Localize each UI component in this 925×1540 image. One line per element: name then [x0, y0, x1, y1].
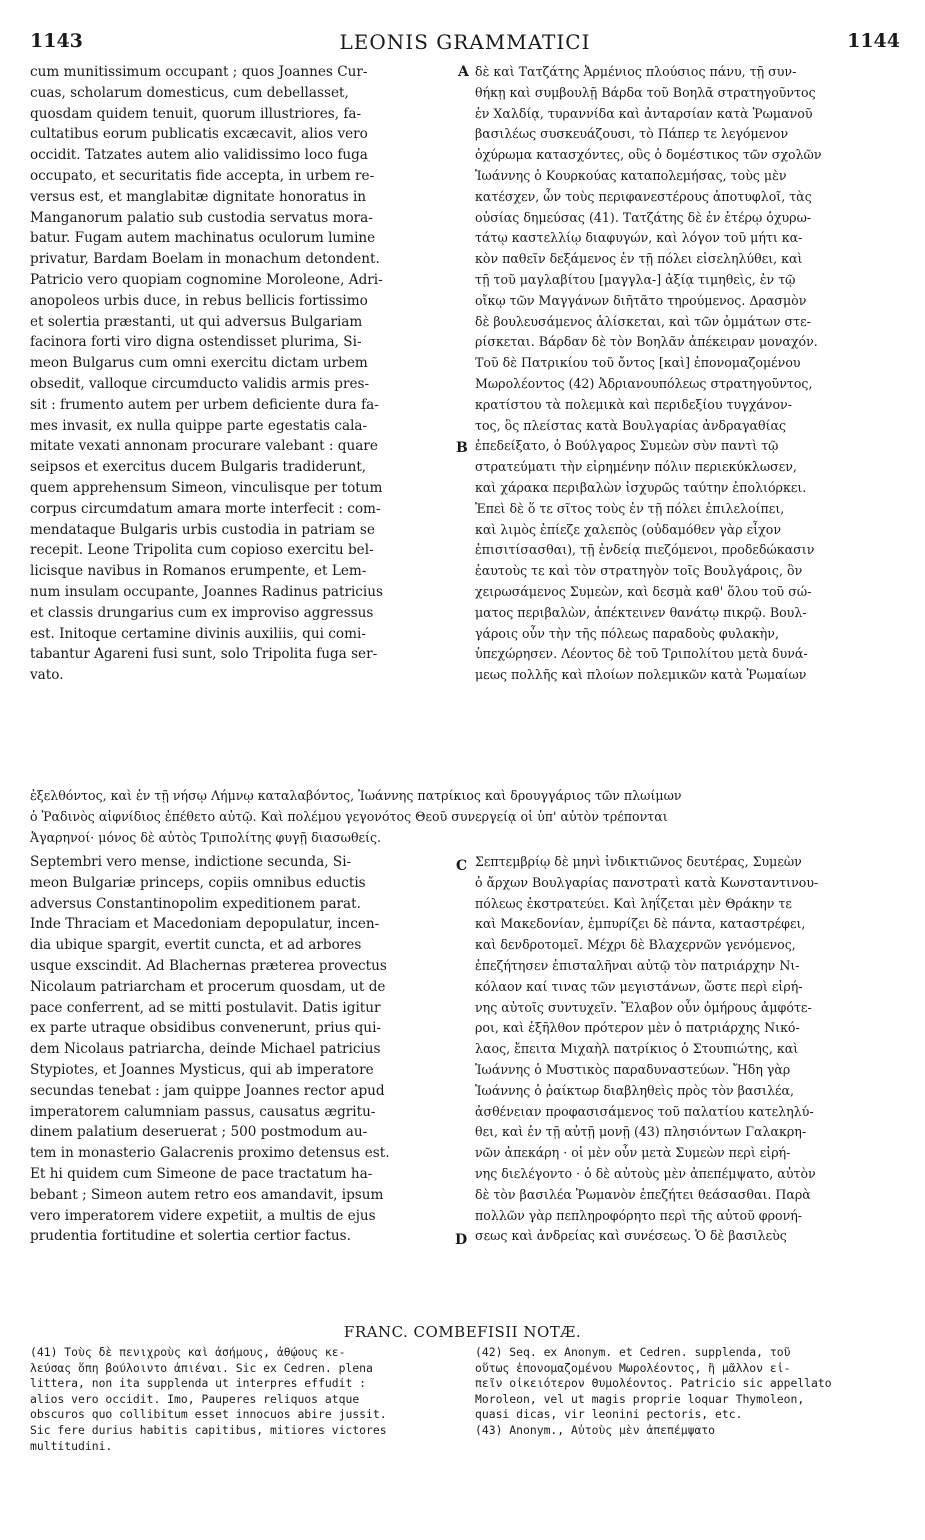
latin-line: seipsos et exercitus ducem Bulgaris tradiderunt,: [30, 459, 367, 476]
greek-line: Μωρολέοντος (42) Ἀδριανουπόλεως στρατηγοῦντος,: [475, 375, 813, 391]
page-number-right: 1144: [847, 30, 900, 52]
notes-42-43: [475, 1345, 832, 1439]
latin-line: vero imperatorem videre expetiit, a multis de ejus: [30, 1207, 376, 1224]
latin-line: cuas, scholarum domesticus, cum debellasset,: [30, 84, 349, 101]
greek-line: νης αὐτοῖς συντυχεῖν. Ἔλαβον οὖν ὁμήρους ἀμφότε-: [475, 999, 812, 1015]
greek-line: καὶ λιμὸς ἐπίεζε χαλεπὸς (οὐδαμόθεν γὰρ εἶχον: [475, 521, 782, 537]
latin-line: Manganorum palatio sub custodia servatus mora-: [30, 209, 373, 226]
latin-line: meon Bulgariæ princeps, copiis omnibus eductis: [30, 874, 366, 891]
greek-line: δὲ τὸν βασιλέα Ῥωμανὸν ἐπεζήτει θεάσασθαι. Παρὰ: [475, 1186, 811, 1202]
latin-line: versus est, et manglabitæ dignitate honoratus in: [30, 188, 367, 205]
note-line: (42) Seq. ex Anonym. et Cedren. supplenda, τοῦ: [475, 1345, 791, 1359]
latin-line: Nicolaum patriarcham et procerum quosdam, ut de: [30, 978, 386, 995]
latin-line: occupato, et securitatis fide accepta, in urbem re-: [30, 167, 375, 184]
latin-line: adversus Constantinopolim expeditionem parat.: [30, 895, 361, 912]
greek-line: βασιλέως συσκευάζουσι, τὸ Πάπερ τε λεγόμενον: [475, 126, 789, 142]
note-line: obscuros quo collibitum esset innocuos abire jussit.: [30, 1407, 387, 1422]
greek-line: ὁ ἄρχων Βουλγαρίας πανστρατὶ κατὰ Κωνσταντινου-: [475, 874, 819, 890]
latin-line: quosdam quidem tenuit, quorum illustriores, fa-: [30, 105, 362, 122]
greek-line: ἐν Χαλδίᾳ, τυραννίδα καὶ ἀνταρσίαν κατὰ Ῥωμανοῦ: [475, 105, 813, 121]
latin-line: pace conferrent, ad se mitti postulavit. Datis igitur: [30, 999, 381, 1016]
greek-line: Σεπτεμβρίῳ δὲ μηνὶ ἰνδικτιῶνος δευτέρας, Συμεὼν: [475, 854, 802, 869]
greek-line: καὶ Μακεδονίαν, ἐμπυρίζει δὲ πάντα, καταστρέφει,: [475, 916, 806, 932]
latin-line: dinem palatium deseruerat ; 500 postmodum au-: [30, 1124, 368, 1141]
greek-line: κόλαον καί τινας τῶν μεγιστάνων, ὥστε περὶ εἰρή-: [475, 978, 803, 994]
latin-line: mes invasit, ex nulla quippe parte egestatis cala-: [30, 417, 368, 434]
note-41: [30, 1345, 387, 1454]
greek-full-line: Ἀγαρηνοί· μόνος δὲ αὐτὸς Τριπολίτης φυγῇ διασωθείς.: [30, 829, 382, 845]
margin-marker-a: A: [458, 64, 469, 80]
latin-column-bottom: [30, 852, 390, 1247]
running-title: LEONIS GRAMMATICI: [339, 30, 591, 54]
greek-line: νῶν ἀπεκάρη · οἱ μὲν οὖν μετὰ Συμεὼν περὶ εἰρή-: [475, 1145, 791, 1161]
latin-line: cum munitissimum occupant ; quos Joannes Cur-: [30, 64, 368, 80]
greek-line: ἐπεδείξατο, ὁ Βούλγαρος Συμεὼν σὺν παντὶ τῷ: [475, 438, 779, 454]
latin-line: prudentia fortitudine et solertia certior factus.: [30, 1228, 351, 1245]
greek-line: ἑαυτοὺς τε καὶ τὸν στρατηγὸν τοῖς Βουλγάροις, ὃν: [475, 563, 803, 579]
greek-column-top: [475, 62, 821, 686]
latin-line: privatur, Bardam Boelam in monachum detondent.: [30, 251, 380, 268]
page-header: [30, 30, 900, 58]
greek-line: ἐπεζήτησεν ἐπισταλῆναι αὐτῷ τὸν πατριάρχην Νι-: [475, 957, 800, 973]
latin-line: Et hi quidem cum Simeone de pace tractatum ha-: [30, 1165, 373, 1182]
latin-line: secundas tenebat : jam quippe Joannes rector apud: [30, 1082, 385, 1099]
note-line: οὕτως ἐπονομαζομένου Μωρολέοντος, ἢ μᾶλλον εἰ-: [475, 1360, 791, 1375]
latin-line: imperatorem calumniam passus, causatus ægritu-: [30, 1103, 376, 1120]
margin-marker-c: C: [456, 858, 468, 874]
latin-line: corpus circumdatum amara morte interfecit : com-: [30, 500, 381, 517]
latin-line: bebant ; Simeon autem retro eos amandavit, ipsum: [30, 1186, 384, 1203]
greek-full-line: ἐξελθόντος, καὶ ἐν τῇ νήσῳ Λήμνῳ καταλαβόντος, Ἰωάννης πατρίκιος καὶ δρουγγάριος τῶν πλωίμων: [30, 788, 682, 803]
greek-column-bottom: [475, 852, 818, 1247]
latin-line: vato.: [30, 667, 64, 684]
note-line: λεύσας ὅπη βούλοιντο ἀπιέναι. Sic ex Cedren. plena: [30, 1360, 373, 1375]
note-line: quasi dicas, vir leonini pectoris, etc.: [475, 1407, 743, 1422]
note-line: (41) Τοὺς δὲ πενιχροὺς καὶ ἀσήμους, ἀθῴους κε-: [30, 1345, 346, 1359]
greek-line: ἀσθένειαν προφασισάμενος τοῦ παλατίου κατεληλύ-: [475, 1103, 814, 1119]
greek-line: σεως καὶ ἀνδρείας καὶ συνέσεως. Ὁ δὲ βασιλεὺς: [475, 1228, 787, 1244]
greek-line: θει, καὶ ἐν τῇ αὐτῇ μονῇ (43) πλησιόντων Γαλακρη-: [475, 1124, 807, 1140]
latin-line: num insulam occupante, Joannes Radinus patricius: [30, 583, 383, 600]
latin-line: est. Initoque certamine divinis auxiliis, qui comi-: [30, 625, 366, 642]
greek-line: Ἐπεὶ δὲ ὅ τε σῖτος τοὺς ἐν τῇ πόλει ἐπιλελοίπει,: [475, 500, 785, 516]
latin-line: quem apprehensum Simeon, vinculisque per totum: [30, 479, 383, 496]
note-line: multitudini.: [30, 1438, 113, 1453]
latin-line: recepit. Leone Tripolita cum copioso exercitu bel-: [30, 542, 374, 559]
greek-line: χειρωσάμενος Συμεὼν, καὶ δεσμὰ καθ' ὅλου τοῦ σώ-: [475, 583, 812, 599]
greek-line: κρατίστου τὰ πολεμικὰ καὶ περιδεξίου τυγχάνον-: [475, 396, 792, 412]
greek-line: ματος περιβαλὼν, ἀπέκτεινεν θανάτῳ πικρῷ. Βουλ-: [475, 604, 807, 620]
greek-line: καὶ χάρακα περιβαλὼν ἰσχυρῶς ταύτην ἐπολιόρκει.: [475, 479, 807, 495]
greek-line: δὲ βουλευσάμενος ἁλίσκεται, καὶ τῶν ὀμμάτων στε-: [475, 313, 811, 329]
latin-line: sit : frumento autem per urbem deficiente dura fa-: [30, 396, 379, 413]
notes-heading: FRANC. COMBEFISII NOTÆ.: [343, 1323, 582, 1341]
greek-line: Ἰωάννης ὁ Μυστικὸς παραδυναστεύων. Ἤδη γὰρ: [475, 1061, 791, 1077]
greek-line: στρατεύματι τὴν εἰρημένην πόλιν περιεκύκλωσεν,: [475, 459, 797, 475]
note-line: Moroleon, vel ut magis proprie loquar Thymoleon,: [475, 1391, 805, 1406]
latin-line: dia ubique spargit, evertit cuncta, et ad arbores: [30, 937, 362, 954]
greek-line: ρίσκεται. Βάρδαν δὲ τὸν Βοηλᾶν ἀπέκειραν μοναχόν.: [475, 334, 818, 350]
greek-line: ὀχύρωμα κατασχόντες, οὓς ὁ δομέστικος τῶν σχολῶν: [475, 147, 822, 163]
greek-line: πολλῶν γὰρ πεπληροφόρητο περὶ τῆς αὐτοῦ φρονή-: [475, 1207, 803, 1223]
latin-line: licisque navibus in Romanos erumpente, et Lem-: [30, 563, 367, 580]
latin-line: tabantur Agareni fusi sunt, solo Tripolita fuga ser-: [30, 646, 378, 663]
latin-line: mitate vexati annonam procurare valebant : quare: [30, 438, 378, 455]
greek-line: Ἰωάννης ὁ ῥαίκτωρ διαβληθεὶς πρὸς τὸν βασιλέα,: [475, 1082, 794, 1098]
latin-line: dem Nicolaus patriarcha, deinde Michael patricius: [30, 1041, 381, 1058]
greek-line: τάτῳ καστελλίῳ διαφυγών, καὶ λόγον τοῦ μήτι κα-: [475, 230, 803, 246]
latin-line: Septembri vero mense, indictione secunda, Si-: [30, 854, 352, 870]
latin-line: tem in monasterio Galacrenis proximo detensus est.: [30, 1145, 390, 1162]
latin-line: cultatibus eorum publicatis excæcavit, alios vero: [30, 126, 368, 143]
greek-line: μεως πολλῆς καὶ πλοίων πολεμικῶν κατὰ Ῥωμαίων: [475, 667, 807, 683]
greek-line: τῇ τοῦ μαγλαβίτου [μαγγλα-] ἀξίᾳ τιμηθεὶς, ἐν τῷ: [475, 271, 796, 287]
greek-line: καὶ δενδροτομεῖ. Μέχρι δὲ Βλαχερνῶν γενόμενος,: [475, 937, 796, 953]
greek-line: ροι, καὶ ἐξῆλθον πρότερον μὲν ὁ πατριάρχης Νικό-: [475, 1020, 800, 1036]
note-line: littera, non ita supplenda ut interpres effudit :: [30, 1376, 367, 1391]
latin-line: occidit. Tatzates autem alio validissimo loco fuga: [30, 147, 368, 164]
latin-line: facinora forti viro digna ostendisset plurima, Si-: [30, 334, 362, 351]
greek-line: δὲ καὶ Τατζάτης Ἀρμένιος πλούσιος πάνυ, τῇ συν-: [475, 64, 797, 79]
greek-line: πόλεως ἐκστρατεύει. Καὶ ληΐζεται μὲν Θράκην τε: [475, 895, 792, 911]
greek-line: τος, ὃς πλείστας κατὰ Βουλγαρίας ἀνδραγαθίας: [475, 417, 787, 433]
latin-column-top: [30, 62, 383, 686]
latin-line: Patricio vero quopiam cognomine Moroleone, Adri-: [30, 271, 383, 288]
greek-line: Ἰωάννης ὁ Κουρκούας καταπολεμήσας, τοὺς μὲν: [475, 167, 787, 183]
margin-marker-b: B: [456, 440, 468, 456]
latin-line: et classis drungarius cum ex improviso aggressus: [30, 604, 374, 621]
greek-full-width-passage: [30, 786, 682, 848]
note-line: πεῖν οἰκειότερον Θυμολέοντος. Patricio sic appellato: [475, 1376, 832, 1391]
latin-line: obsedit, valloque circumducto validis armis pres-: [30, 375, 370, 392]
greek-line: οὐσίας δημεύσας (41). Τατζάτης δὲ ἐν ἑτέρῳ ὀχυρω-: [475, 209, 812, 225]
latin-line: batur. Fugam autem machinatus oculorum lumine: [30, 230, 376, 247]
greek-full-line: ὁ Ῥαδινὸς αἰφνίδιος ἐπέθετο αὐτῷ. Καὶ πολέμου γεγονότος Θεοῦ συνεργείᾳ οἱ ὑπ' αὐτὸν τρέπονται: [30, 808, 668, 824]
greek-line: γάροις οὖν τὴν τῆς πόλεως παραδοὺς φυλακὴν,: [475, 625, 779, 641]
greek-line: οἴκῳ τῶν Μαγγάνων διῆτᾶτο τηρούμενος. Δρασμὸν: [475, 292, 807, 308]
latin-line: usque exscindit. Ad Blachernas præterea provectus: [30, 957, 387, 974]
note-line: Sic fere durius habitis capitibus, mitiores victores: [30, 1422, 387, 1437]
greek-line: νης διελέγοντο · ὁ δὲ αὐτοὺς μὲν ἀπεπέμψατο, αὐτὸν: [475, 1165, 816, 1181]
margin-marker-d: D: [455, 1232, 468, 1248]
note-line: (43) Anonym., Αὐτοὺς μὲν ἀπεπέμψατο: [475, 1422, 716, 1437]
latin-line: et solertia præstanti, ut qui adversus Bulgariam: [30, 313, 363, 330]
latin-line: Stypiotes, et Joannes Mysticus, qui ab imperatore: [30, 1061, 374, 1078]
latin-line: meon Bulgarus cum omni exercitu dictam urbem: [30, 355, 368, 372]
latin-line: Inde Thraciam et Macedoniam depopulatur, incen-: [30, 916, 380, 933]
greek-line: κὸν παθεῖν δεξάμενος ἐν τῇ πόλει εἰσεληλύθει, καὶ: [475, 251, 803, 267]
greek-line: λαος, ἔπειτα Μιχαὴλ πατρίκιος ὁ Στουπιώτης, καὶ: [475, 1041, 799, 1057]
greek-line: Τοῦ δὲ Πατρικίου τοῦ ὄντος [καὶ] ἐπονομαζομένου: [475, 355, 801, 371]
latin-line: ex parte utraque obsidibus convenerunt, prius qui-: [30, 1020, 382, 1037]
note-line: alios vero occidit. Imo, Pauperes reliquos atque: [30, 1391, 360, 1406]
greek-line: ὑπεχώρησεν. Λέοντος δὲ τοῦ Τριπολίτου μετὰ δυνά-: [475, 646, 808, 662]
page-number-left: 1143: [30, 30, 83, 52]
latin-line: mendataque Bulgaris urbis custodia in patriam se: [30, 521, 375, 538]
greek-line: ἐπισιτίσασθαι), τῇ ἐνδείᾳ πιεζόμενοι, προδεδώκασιν: [475, 542, 815, 558]
greek-line: θήκῃ καὶ συμβουλῇ Βάρδα τοῦ Βοηλᾶ στρατηγοῦντος: [475, 84, 816, 100]
greek-line: κατέσχεν, ὧν τοὺς περιφανεστέρους ἀποτυφλοῖ, τὰς: [475, 188, 812, 204]
latin-line: anopoleos urbis duce, in rebus bellicis fortissimo: [30, 292, 368, 309]
